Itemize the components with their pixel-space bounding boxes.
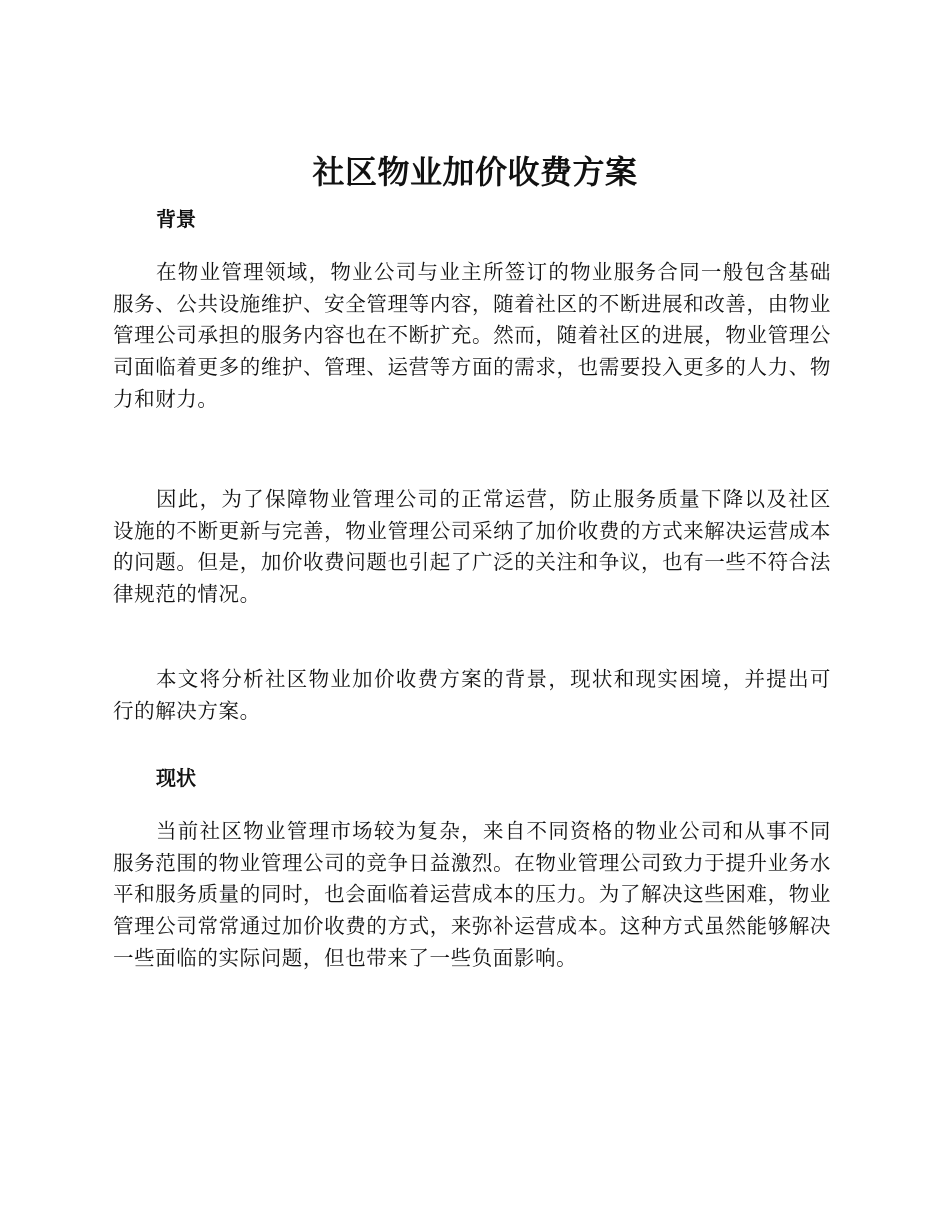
document-title: 社区物业加价收费方案: [312, 153, 638, 191]
background-paragraph-2: 因此，为了保障物业管理公司的正常运营，防止服务质量下降以及社区设施的不断更新与完善，物业管理公司采纳了加价收费的方式来解决运营成本的问题。但是，加价收费问题也引起了广泛的关注和争议，也有一些不符合法律规范的情况。: [113, 487, 831, 607]
background-paragraph-3: 本文将分析社区物业加价收费方案的背景，现状和现实困境，并提出可行的解决方案。: [113, 667, 831, 723]
status-paragraph-1: 当前社区物业管理市场较为复杂，来自不同资格的物业公司和从事不同服务范围的物业管理公司的竞争日益激烈。在物业管理公司致力于提升业务水平和服务质量的同时，也会面临着运营成本的压力。为了解决这些困难，物业管理公司常常通过加价收费的方式，来弥补运营成本。这种方式虽然能够解决一些面临的实际问题，但也带来了一些负面影响。: [113, 819, 831, 970]
background-paragraph-1: 在物业管理领域，物业公司与业主所签订的物业服务合同一般包含基础服务、公共设施维护、安全管理等内容，随着社区的不断进展和改善，由物业管理公司承担的服务内容也在不断扩充。然而，随着社区的进展，物业管理公司面临着更多的维护、管理、运营等方面的需求，也需要投入更多的人力、物力和财力。: [113, 260, 831, 411]
section-heading-background: 背景: [156, 207, 196, 231]
section-heading-status: 现状: [156, 766, 196, 790]
